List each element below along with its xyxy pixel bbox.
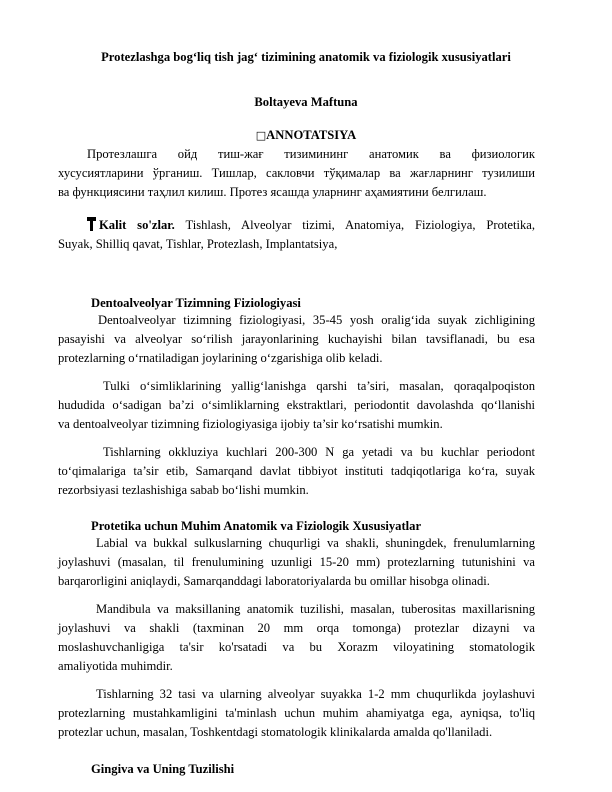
paragraph-line: to‘qimalariga ta’sir etib, Samarqand davlat tibbiyot instituti tadqiqotlariga ko‘ra, suyak bbox=[58, 464, 535, 478]
paragraph-line: protezlarning o‘rnatiladigan joylarining o‘zgarishiga olib keladi. bbox=[58, 351, 383, 365]
section-heading: Protetika uchun Muhim Anatomik va Fiziologik Xususiyatlar bbox=[91, 519, 422, 533]
pushpin-icon bbox=[87, 217, 96, 231]
paragraph-line: joylashuvi (masalan, til frenulumining uzunligi 15-20 mm) protezlarning tutunishini va bbox=[58, 555, 535, 569]
paragraph-line: moslashuvchanligiga ta'sir ko'rsatadi va bu Xorazm viloyatining stomatologik bbox=[58, 640, 535, 654]
document-title: Protezlashga bog‘liq tish jag‘ tizimining anatomik va fiziologik xususiyatlari bbox=[101, 50, 511, 64]
annotation-heading-text: ANNOTATSIYA bbox=[266, 128, 357, 142]
paragraph-line: Tishlarning okkluziya kuchlari 200-300 N ga yetadi va bu kuchlar periodont bbox=[103, 445, 535, 459]
paragraph-line: pasayishi va alveolyar so‘rilish jarayonlarining kuchayishi bilan tavsiflanadi, bu esa bbox=[58, 332, 535, 346]
section-heading: Dentoalveolyar Tizimning Fiziologiyasi bbox=[91, 296, 301, 310]
paragraph-line: barqarorligini aniqlaydi, Samarqanddagi laboratoriyalarda bu omillar hisobga olinadi. bbox=[58, 574, 490, 588]
annotation-line: Протезлашга ойд тиш-жағ тизимининг анатомик ва физиологик bbox=[87, 147, 535, 161]
paragraph-line: protezlarning mustahkamligini ta'minlash uchun muhim ahamiyatga ega, ayniqsa, to'liq bbox=[58, 706, 535, 720]
keywords-text: Tishlash, Alveolyar tizimi, Anatomiya, Fiziologiya, Protetika, bbox=[185, 218, 535, 232]
paragraph-line: amaliyotida muhimdir. bbox=[58, 659, 173, 673]
paragraph-line: rezorbsiyasi tezlashishiga sabab bo‘lishi mumkin. bbox=[58, 483, 309, 497]
annotation-line: хусусиятларини ўрганиш. Тишлар, сакловчи тўқималар ва жағларнинг тузилиши bbox=[58, 166, 535, 180]
paragraph-line: Tulki o‘simliklarining yallig‘lanishga qarshi ta’siri, masalan, qoraqalpoqiston bbox=[103, 379, 535, 393]
annotation-heading bbox=[0, 127, 612, 144]
keywords-line: Suyak, Shilliq qavat, Tishlar, Protezlash, Implantatsiya, bbox=[58, 237, 338, 251]
paragraph-line: Tishlarning 32 tasi va ularning alveolyar suyakka 1-2 mm chuqurlikda joylashuvi bbox=[96, 687, 535, 701]
paragraph-line: Mandibula va maksillaning anatomik tuzilishi, masalan, tuberositas maxillarisning bbox=[96, 602, 535, 616]
paragraph-line: Labial va bukkal sulkuslarning chuqurligi va shakli, shuningdek, frenulumlarning bbox=[96, 536, 535, 550]
missing-glyph-icon: □ bbox=[255, 129, 267, 142]
keywords-label: Kalit so'zlar. bbox=[99, 218, 175, 232]
annotation-line: ва функциясини таҳлил килиш. Протез ясашда уларнинг аҳамиятини белгилаш. bbox=[58, 185, 487, 199]
paragraph-line: protezlar uchun, masalan, Toshkentdagi stomatologik klinikalarda amalda qo'llaniladi. bbox=[58, 725, 493, 739]
paragraph-line: Dentoalveolyar tizimning fiziologiyasi, 35-45 yosh oralig‘ida suyak zichligining bbox=[98, 313, 535, 327]
paragraph-line: va dentoalveolyar tizimning fiziologiyasiga ijobiy ta’sir ko‘rsatishi mumkin. bbox=[58, 417, 443, 431]
author-name: Boltayeva Maftuna bbox=[254, 95, 358, 109]
paragraph-line: hududida o‘sadigan ba’zi o‘simliklarning ekstraktlari, periodontit davolashda qo‘llanishi bbox=[58, 398, 535, 412]
keywords-line bbox=[87, 217, 535, 233]
paragraph-line: joylashuvi va shakli (taxminan 20 mm orqa tomonga) protezlar dizayni va bbox=[58, 621, 535, 635]
section-heading: Gingiva va Uning Tuzilishi bbox=[91, 762, 235, 776]
